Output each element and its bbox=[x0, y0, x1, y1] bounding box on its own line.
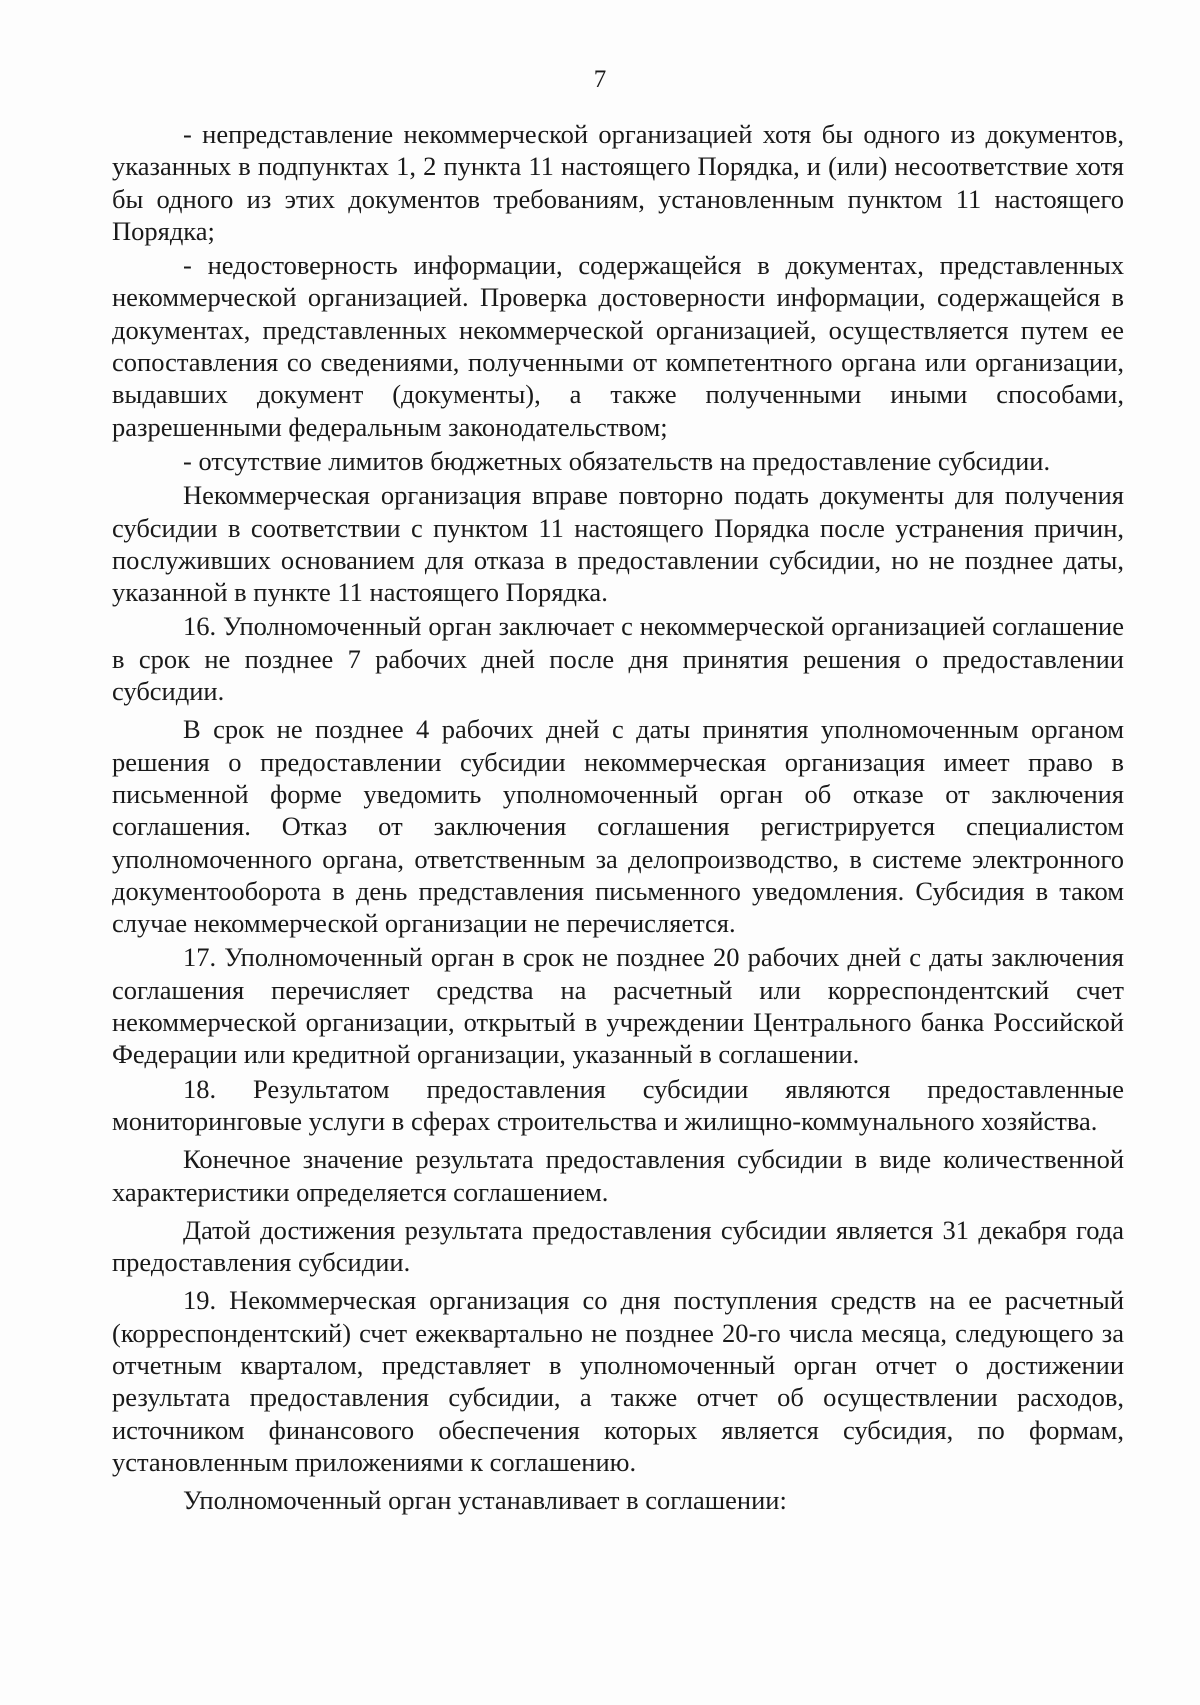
paragraph-item-17: 17. Уполномоченный орган в срок не позднее 20 рабочих дней с даты заключения соглашения перечисляет средства на расчетный или корреспондентский счет некоммерческой организации, открытый в учреждении Центрального банка Российской Федерации или кредитной организации, указанный в соглашении. bbox=[112, 942, 1124, 1070]
paragraph-item-19: 19. Некоммерческая организация со дня поступления средств на ее расчетный (корреспондентский) счет ежеквартально не позднее 20-го числа месяца, следующего за отчетным кварталом, представляет в уполномоченный орган отчет о достижении результата предоставления субсидии, а также отчет об осуществлении расходов, источником финансового обеспечения которых является субсидия, по формам, установленным приложениями к соглашению. bbox=[112, 1285, 1124, 1477]
page-number: 7 bbox=[593, 66, 607, 93]
paragraph-final-value: Конечное значение результата предоставления субсидии в виде количественной характеристики определяется соглашением. bbox=[112, 1144, 1124, 1207]
paragraph-item-16: 16. Уполномоченный орган заключает с некоммерческой организацией соглашение в срок не позднее 7 рабочих дней после дня принятия решения о предоставлении субсидии. bbox=[112, 611, 1124, 707]
paragraph-nonsubmission: - непредставление некоммерческой организацией хотя бы одного из документов, указанных в подпунктах 1, 2 пункта 11 настоящего Порядка, и (или) несоответствие хотя бы одного из этих документов требованиям, установленным пунктом 11 настоящего Порядка; bbox=[112, 119, 1124, 246]
paragraph-item-18: 18. Результатом предоставления субсидии являются предоставленные мониторинговые услуги в сферах строительства и жилищно-коммунального хозяйства. bbox=[112, 1073, 1124, 1136]
paragraph-result-date: Датой достижения результата предоставления субсидии является 31 декабря года предоставления субсидии. bbox=[112, 1214, 1124, 1278]
document-body bbox=[112, 118, 1124, 1518]
paragraph-refusal-notice: В срок не позднее 4 рабочих дней с даты принятия уполномоченным органом решения о предоставлении субсидии некоммерческая организация имеет право в письменной форме уведомить уполномоченный орган об отказе от заключения соглашения. Отказ от заключения соглашения регистрируется специалистом уполномоченного органа, ответственным за делопроизводство, в системе электронного документооборота в день представления письменного уведомления. Субсидия в таком случае некоммерческой организации не перечисляется. bbox=[112, 714, 1124, 939]
paragraph-resubmission: Некоммерческая организация вправе повторно подать документы для получения субсидии в соответствии с пунктом 11 настоящего Порядка после устранения причин, послуживших основанием для отказа в предоставлении субсидии, но не позднее даты, указанной в пункте 11 настоящего Порядка. bbox=[112, 480, 1124, 608]
paragraph-unreliable-info: - недостоверность информации, содержащейся в документах, представленных некоммерческой организацией. Проверка достоверности информации, содержащейся в документах, представленных некоммерческой организацией, осуществляется путем ее сопоставления со сведениями, полученными от компетентного органа или организации, выдавших документ (документы), а также полученными иными способами, разрешенными федеральным законодательством; bbox=[112, 250, 1124, 442]
paragraph-agreement-terms: Уполномоченный орган устанавливает в соглашении: bbox=[183, 1485, 787, 1516]
paragraph-no-limits: - отсутствие лимитов бюджетных обязательств на предоставление субсидии. bbox=[183, 445, 1051, 476]
